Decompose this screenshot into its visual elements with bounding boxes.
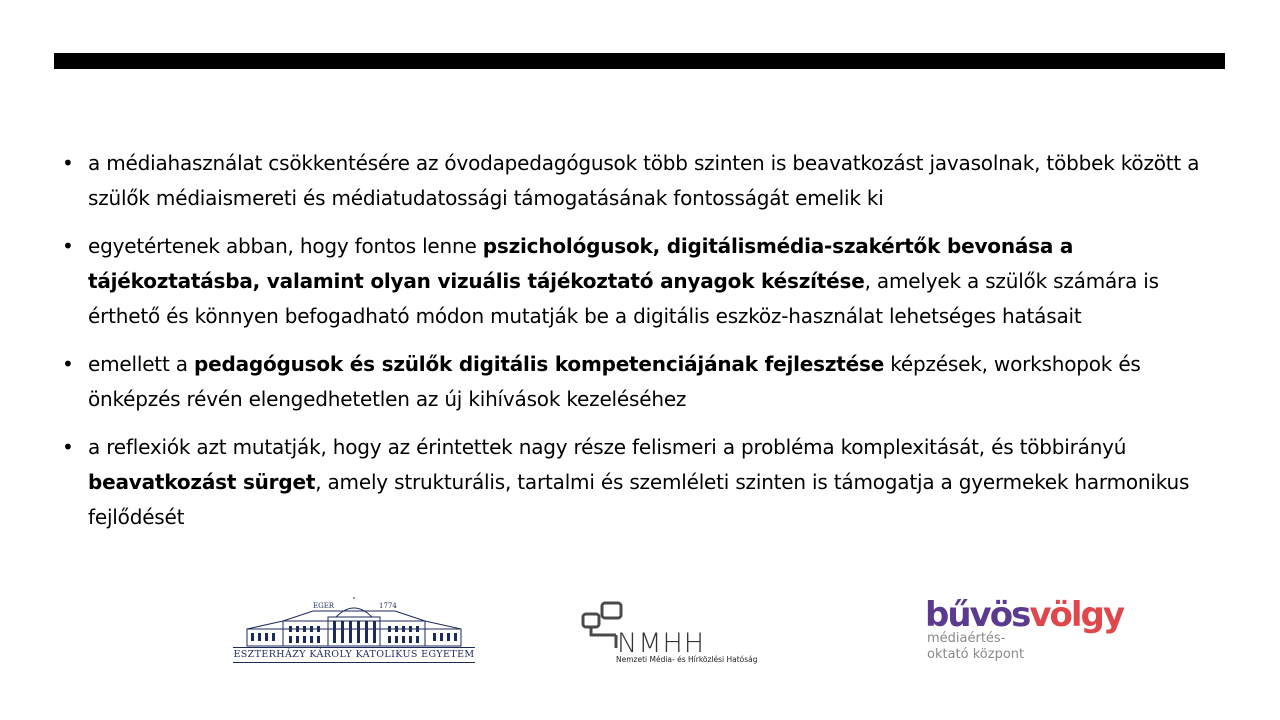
bullet-dot-icon: • (62, 352, 74, 376)
ekke-name: ESZTERHÁZY KÁROLY KATOLIKUS EGYETEM (233, 647, 475, 663)
nmhh-letters: NMHH (617, 628, 706, 655)
buvosvolgy-subtitle: médiaértés- oktató központ (927, 631, 1025, 662)
segment-bold: pszichológusok, digitálismédia-szakértők bevonása a tájékoztatásba, valamint olyan vizuális tájékoztató anyagok készítése (88, 234, 1074, 293)
ekke-city: EGER (313, 602, 335, 610)
bullet-dot-icon: • (62, 151, 74, 175)
ekke-year: 1774 (379, 602, 397, 610)
bullet-item (62, 146, 1232, 216)
nmhh-subtitle: Nemzeti Média- és Hírközlési Hatóság (616, 655, 758, 664)
bullet-dot-icon: • (62, 435, 74, 459)
ekke-logo (233, 597, 475, 665)
segment-bold: pedagógusok és szülők digitális kompetenciájának fejlesztése (193, 352, 885, 376)
bullet-list (62, 146, 1232, 548)
segment: a médiahasználat csökkentésére az óvodapedagógusok több szinten is beavatkozást javasolnak, többek között a szülők médiaismereti és médiatudatossági támogatásának fontosságát emelik ki (88, 151, 1200, 210)
nmhh-mark-icon (580, 600, 790, 655)
segment: egyetértenek abban, hogy fontos lenne (88, 234, 483, 258)
buvosvolgy-logo (925, 595, 1123, 666)
bullet-dot-icon: • (62, 234, 74, 258)
bullet-item (62, 430, 1232, 535)
segment-bold: beavatkozást sürget (88, 470, 316, 494)
nmhh-logo (580, 600, 790, 666)
segment: emellett a (88, 352, 194, 376)
buvosvolgy-title: bűvösvölgy (925, 595, 1123, 635)
building-icon (233, 597, 475, 647)
bullet-item (62, 229, 1232, 334)
segment: a reflexiók azt mutatják, hogy az érintettek nagy része felismeri a probléma komplexitását, és többirányú (88, 435, 1127, 459)
segment: , amely strukturális, tartalmi és szemléleti szinten is támogatja a gyermekek harmonikus fejlődését (88, 470, 1190, 529)
bullet-item (62, 347, 1232, 417)
segment: képzések, workshopok és önképzés révén elengedhetetlen az új kihívások kezeléséhez (88, 352, 1141, 411)
top-bar (54, 53, 1225, 69)
segment: , amelyek a szülők számára is érthető és könnyen befogadható módon mutatják be a digitális eszköz-használat lehetséges hatásait (88, 269, 1159, 328)
